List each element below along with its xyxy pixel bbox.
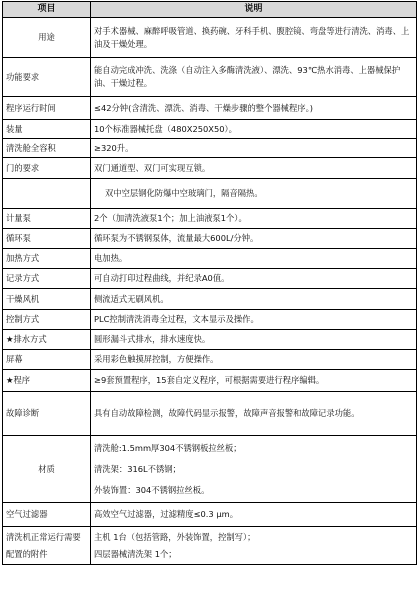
table-row [3, 310, 417, 330]
spec-table [2, 1, 417, 565]
table-row [3, 229, 417, 249]
row-key: 装量 [3, 120, 91, 139]
row-key: 记录方式 [3, 269, 91, 289]
row-key: 程序运行时间 [3, 97, 91, 120]
row-value: 对手术器械、麻醉呼吸管道、换药碗、牙科手机、腹腔镜、弯盘等进行清洗、消毒、上油及干燥处理。 [91, 18, 417, 58]
row-value [91, 436, 417, 503]
table-row [3, 330, 417, 350]
row-value: 双门通道型、双门可实现互锁。 [91, 158, 417, 179]
row-key: 计量泵 [3, 209, 91, 229]
spec-table-container [2, 1, 416, 604]
table-row-accessories [3, 527, 417, 565]
table-row [3, 97, 417, 120]
table-row [3, 209, 417, 229]
row-key: 清洗舱全容积 [3, 139, 91, 158]
row-value: PLC控制清洗消毒全过程，文本显示及操作。 [91, 310, 417, 330]
material-line: 清洗舱:1.5mm厚304不锈钢板拉丝板； [94, 442, 242, 453]
table-row [3, 370, 417, 392]
row-value: 2个（加清洗液泵1个；加上油液泵1个）。 [91, 209, 417, 229]
row-key: 功能要求 [3, 58, 91, 97]
row-value: 双中空层钢化防爆中空玻璃门，隔音隔热。 [91, 179, 417, 209]
row-key: 故障诊断 [3, 392, 91, 436]
row-value: 能自动完成冲洗、洗涤（自动注入多酶清洗液）、漂洗、93℃热水消毒、上器械保护油、干燥过程。 [91, 58, 417, 97]
row-value: 侧流适式无刷风机。 [91, 289, 417, 310]
row-value: 10个标准器械托盘（480X250X50）。 [91, 120, 417, 139]
row-key: 材质 [3, 436, 91, 503]
row-key: 循环泵 [3, 229, 91, 249]
table-row [3, 289, 417, 310]
row-key [3, 179, 91, 209]
table-row [3, 179, 417, 209]
row-value: 圆形漏斗式排水，排水速度快。 [91, 330, 417, 350]
row-key: ★程序 [3, 370, 91, 392]
row-key: 清洗机正常运行需要配置的附件 [3, 527, 91, 565]
material-line: 清洗架：316L不锈钢； [94, 463, 181, 474]
row-value: 可自动打印过程曲线，并纪录A0值。 [91, 269, 417, 289]
row-value: ≥9套预置程序，15套自定义程序，可根据需要进行程序编辑。 [91, 370, 417, 392]
row-value [91, 527, 417, 565]
table-row [3, 503, 417, 527]
row-key: 屏幕 [3, 350, 91, 370]
row-key: ★排水方式 [3, 330, 91, 350]
header-item: 项目 [3, 2, 91, 18]
header-row [3, 2, 417, 18]
accessory-line: 四层器械清洗架 1个； [94, 548, 177, 559]
row-value: 高效空气过滤器，过滤精度≤0.3 μm。 [91, 503, 417, 527]
accessory-line: 主机 1台（包括管路，外装饰置，控制写）； [94, 531, 256, 542]
table-row [3, 58, 417, 97]
table-row [3, 158, 417, 179]
row-value: ≤42分钟(含清洗、漂洗、消毒、干燥步骤的整个器械程序。) [91, 97, 417, 120]
table-row [3, 392, 417, 436]
table-row [3, 269, 417, 289]
row-value: 电加热。 [91, 249, 417, 269]
row-key: 控制方式 [3, 310, 91, 330]
table-row-material [3, 436, 417, 503]
table-row [3, 139, 417, 158]
header-description: 说明 [91, 2, 417, 18]
row-key: 用途 [3, 18, 91, 58]
row-value: 具有自动故障检测，故障代码显示报警，故障声音报警和故障记录功能。 [91, 392, 417, 436]
table-row [3, 249, 417, 269]
row-value: ≥320升。 [91, 139, 417, 158]
table-row [3, 120, 417, 139]
table-row [3, 18, 417, 58]
table-row [3, 350, 417, 370]
row-key: 加热方式 [3, 249, 91, 269]
row-key: 干燥风机 [3, 289, 91, 310]
material-line: 外装饰置：304不锈钢拉丝板。 [94, 484, 210, 495]
row-value: 循环泵为不锈钢泵体，流量最大600L/分钟。 [91, 229, 417, 249]
row-value: 采用彩色触摸屏控制，方便操作。 [91, 350, 417, 370]
row-key: 门的要求 [3, 158, 91, 179]
row-key: 空气过滤器 [3, 503, 91, 527]
